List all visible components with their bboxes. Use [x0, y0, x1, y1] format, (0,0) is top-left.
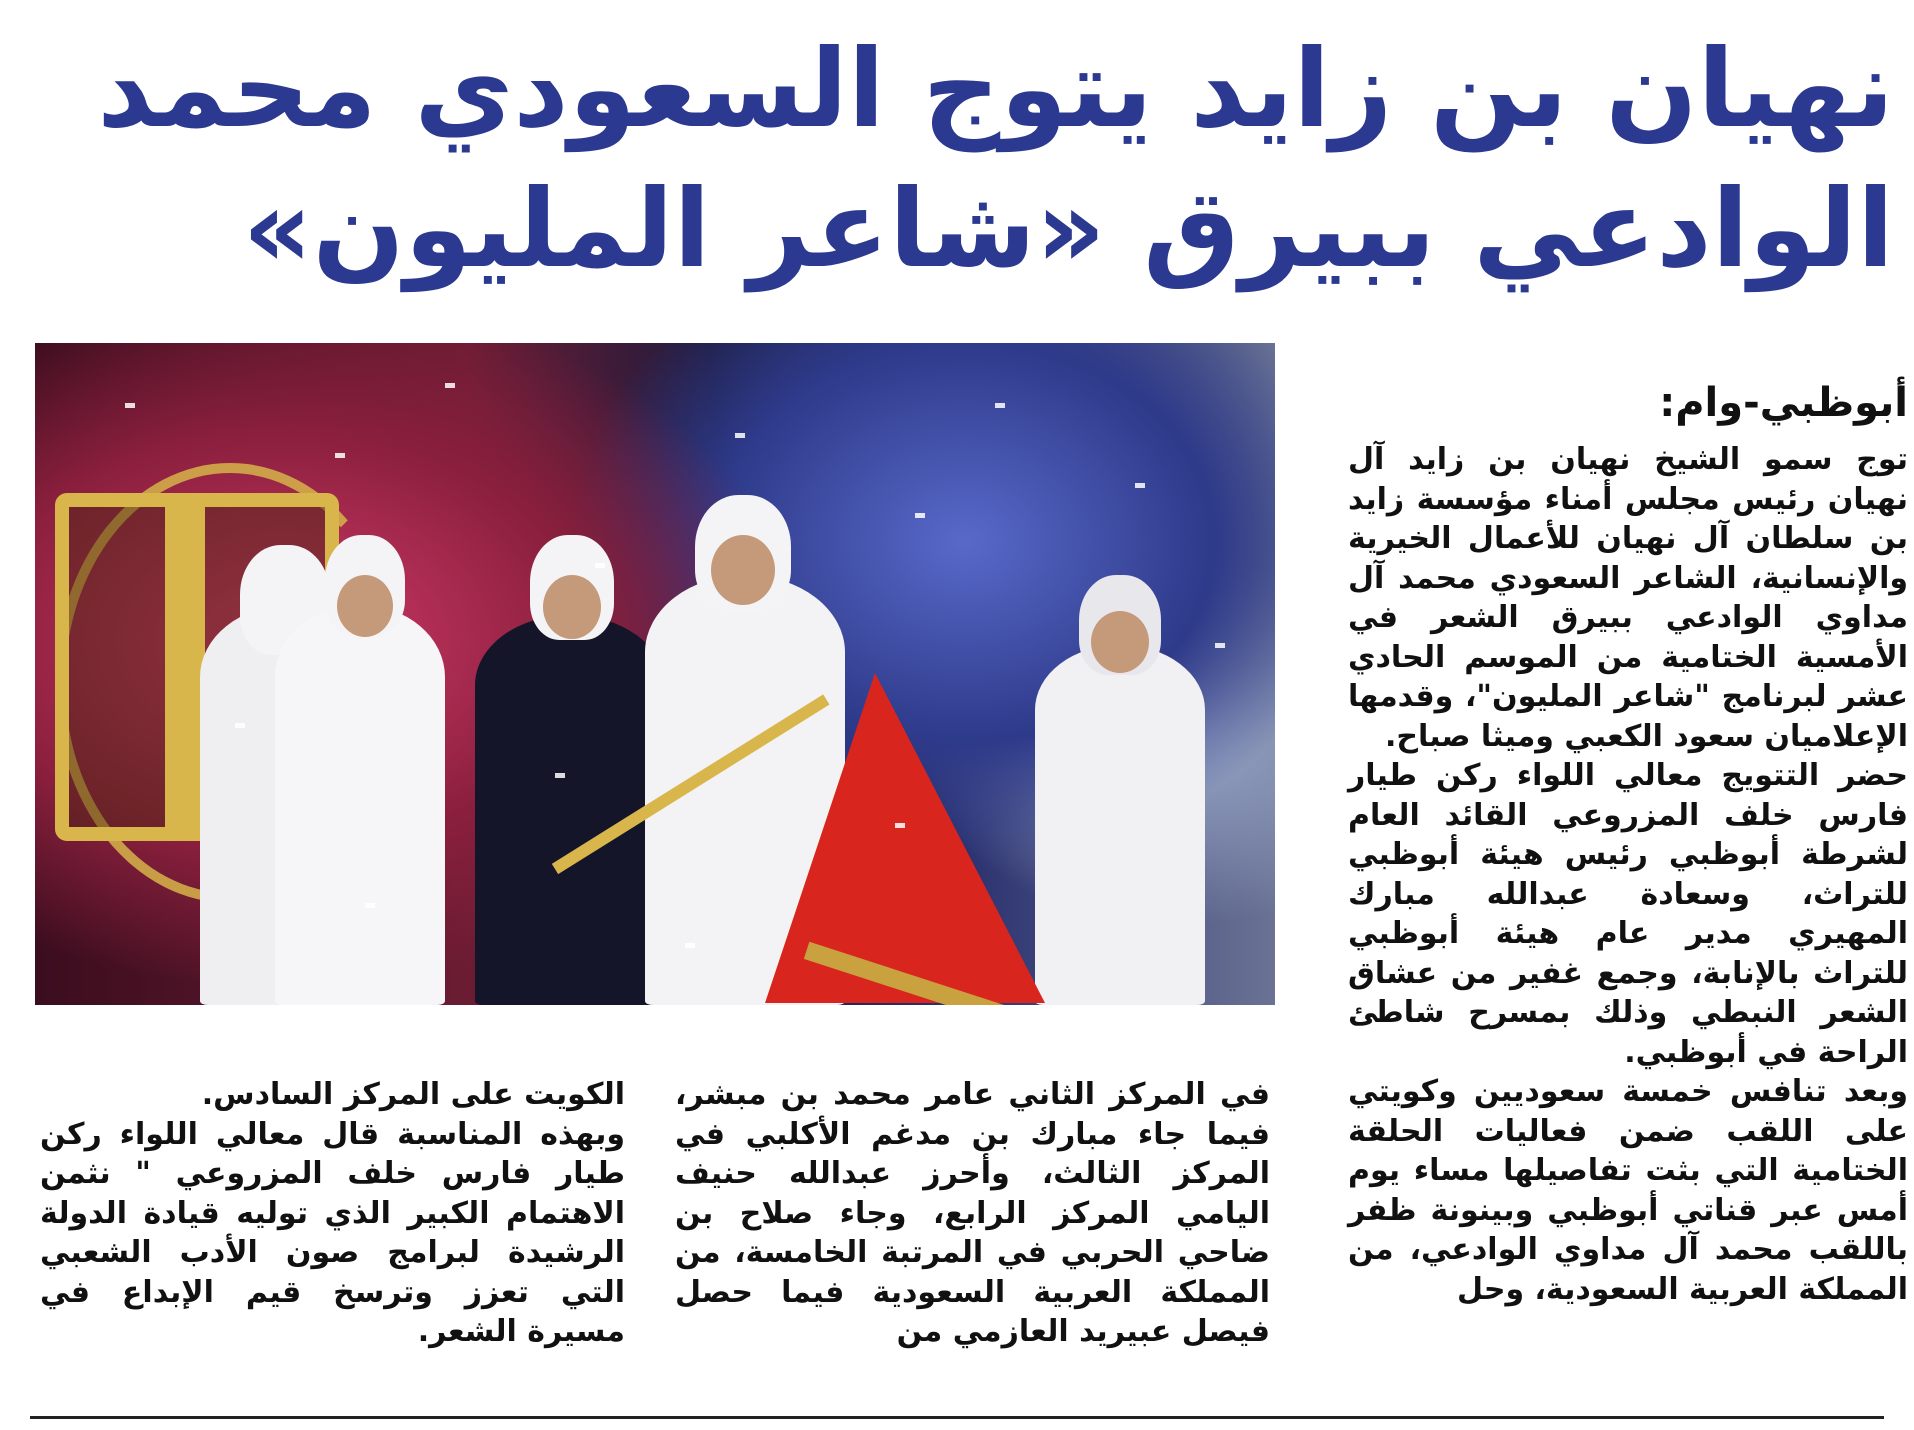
- article-paragraph: في المركز الثاني عامر محمد بن مبشر، فيما جاء مبارك بن مدغم الأكلبي في المركز الثالث، وأحرز عبدالله حنيف اليامي المركز الرابع، وجاء صلاح بن ضاحي الحربي في المرتبة الخامسة، من المملكة العربية السعودية فيما حصل فيصل عبيريد العازمي من: [675, 1077, 1270, 1349]
- dateline: أبوظبي-وام:: [1659, 380, 1908, 426]
- person-figure: [275, 535, 445, 1005]
- article-paragraph: وبعد تنافس خمسة سعوديين وكويتي على اللقب ضمن فعاليات الحلقة الختامية التي بثت تفاصيلها مساء يوم أمس عبر قناتي أبوظبي وبينونة ظفر باللقب محمد آل مداوي الوادعي، من المملكة العربية السعودية، وحل: [1348, 1074, 1908, 1307]
- bottom-rule: [30, 1416, 1884, 1419]
- headline-line-2: الوادعي ببيرق «شاعر المليون»: [242, 167, 1894, 292]
- article-column-middle: [675, 1075, 1270, 1352]
- person-figure: [1035, 575, 1205, 1005]
- article-paragraph: توج سمو الشيخ نهيان بن زايد آل نهيان رئيس مجلس أمناء مؤسسة زايد بن سلطان آل نهيان للأعمال الخيرية والإنسانية، الشاعر السعودي محمد آل مداوي الوادعي ببيرق الشعر في الأمسية الختامية من الموسم الحادي عشر لبرنامج "شاعر المليون"، وقدمها الإعلاميان سعود الكعبي وميثا صباح.: [1348, 442, 1908, 754]
- article-paragraph: وبهذه المناسبة قال معالي اللواء ركن طيار فارس خلف المزروعي " نثمن الاهتمام الكبير الذي توليه قيادة الدولة الرشيدة لبرامج صون الأدب الشعبي التي تعزز وترسخ قيم الإبداع في مسيرة الشعر.: [40, 1116, 625, 1349]
- ceremony-photo: [35, 343, 1275, 1005]
- headline-line-1: نهيان بن زايد يتوج السعودي محمد: [97, 27, 1894, 152]
- article-paragraph: حضر التتويج معالي اللواء ركن طيار فارس خلف المزروعي القائد العام لشرطة أبوظبي رئيس هيئة أبوظبي للتراث، وسعادة عبدالله مبارك المهيري مدير عام هيئة أبوظبي للتراث بالإنابة، وجمع غفير من عشاق الشعر النبطي وذلك بمسرح شاطئ الراحة في أبوظبي.: [1348, 758, 1908, 1070]
- article-column-right: [1348, 440, 1908, 1309]
- person-figure: [475, 535, 665, 1005]
- article-paragraph: الكويت على المركز السادس.: [201, 1077, 625, 1112]
- article-column-left: [40, 1075, 625, 1352]
